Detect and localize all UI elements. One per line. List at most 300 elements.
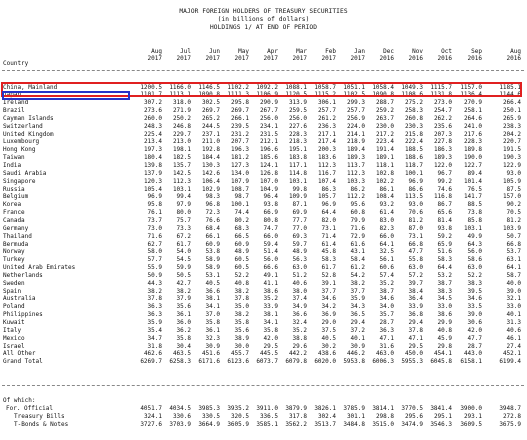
holding-value: 120.3 [143, 177, 162, 185]
holding-value: 1111.3 [227, 91, 249, 99]
country-name: Israel [3, 342, 25, 350]
holding-value: 107.4 [317, 177, 336, 185]
holding-value: 230.3 [404, 122, 423, 130]
holding-value: 137.9 [143, 169, 162, 177]
holding-value: 6045.8 [430, 358, 452, 366]
holding-value: 53.7 [506, 248, 521, 256]
holding-value: 39.1 [321, 279, 336, 287]
holding-value: 51.6 [437, 248, 452, 256]
holding-value: 195.1 [288, 146, 307, 154]
holding-value: 58.6 [467, 256, 482, 264]
holding-value: 256.0 [288, 114, 307, 122]
holding-value: 231.2 [230, 130, 249, 138]
column-header-month: Jun [209, 48, 220, 55]
holding-value: 57.7 [147, 256, 162, 264]
holding-value: 236.3 [317, 122, 336, 130]
column-header-month: Nov [412, 48, 423, 55]
holding-value: 189.3 [433, 154, 452, 162]
holding-value: 77.0 [292, 224, 307, 232]
holding-value: 72.3 [205, 209, 220, 217]
holding-value: 108.4 [375, 193, 394, 201]
footer-value: 324.1 [143, 412, 162, 420]
holding-value: 105.4 [143, 185, 162, 193]
holding-value: 34.6 [467, 295, 482, 303]
table-row [0, 162, 527, 170]
footer-value: 3935.2 [227, 405, 249, 412]
column-header-month: Aug [151, 48, 162, 55]
column-header-year: 2017 [234, 55, 249, 62]
holding-value: 93.8 [437, 224, 452, 232]
holding-value: 265.2 [201, 114, 220, 122]
holding-value: 438.6 [317, 350, 336, 358]
holding-value: 1092.2 [256, 83, 278, 91]
holding-value: 34.9 [292, 303, 307, 311]
holding-value: 215.8 [404, 130, 423, 138]
holding-value: 34.2 [321, 303, 336, 311]
holding-value: 59.4 [263, 240, 278, 248]
holding-value: 142.5 [172, 169, 191, 177]
footer-value: 317.8 [288, 412, 307, 420]
holding-value: 1115.7 [430, 83, 452, 91]
holding-value: 38.4 [408, 287, 423, 295]
holding-value: 188.6 [404, 154, 423, 162]
holding-value: 58.3 [321, 256, 336, 264]
holding-value: 57.2 [408, 271, 423, 279]
holding-value: 1102.2 [227, 83, 249, 91]
holding-value: 38.2 [234, 311, 249, 319]
country-name: Canada [3, 216, 25, 224]
country-name: Luxembourg [3, 138, 40, 146]
holding-value: 67.2 [176, 232, 191, 240]
holding-value: 82.0 [321, 216, 336, 224]
holding-value: 264.6 [463, 114, 482, 122]
column-header [309, 48, 336, 62]
column-header-year: 2016 [467, 55, 482, 62]
holding-value: 5955.3 [401, 358, 423, 366]
table-row [0, 295, 527, 303]
holding-value: 79.9 [350, 216, 365, 224]
holding-value: 59.7 [292, 240, 307, 248]
holding-value: 95.6 [350, 201, 365, 209]
holding-value: 318.0 [172, 99, 191, 107]
column-header-month: Mar [296, 48, 307, 55]
holding-value: 295.8 [230, 99, 249, 107]
holding-value: 6123.6 [227, 358, 249, 366]
holding-value: 266.4 [502, 99, 521, 107]
holding-value: 81.2 [506, 216, 521, 224]
holding-value: 37.2 [350, 326, 365, 334]
table-row [0, 241, 527, 249]
holding-value: 190.3 [502, 154, 521, 162]
holding-value: 72.9 [350, 232, 365, 240]
country-name: Ireland [3, 99, 29, 107]
holding-value: 76.1 [147, 209, 162, 217]
table-row [0, 280, 527, 288]
holding-value: 28.7 [467, 342, 482, 350]
holding-value: 46.1 [506, 334, 521, 342]
holding-value: 250.2 [172, 114, 191, 122]
holding-value: 231.5 [259, 130, 278, 138]
country-name: Philippines [3, 311, 43, 319]
holding-value: 39.0 [467, 311, 482, 319]
holding-value: 70.6 [408, 209, 423, 217]
holding-value: 86.2 [350, 185, 365, 193]
holding-value: 126.8 [259, 169, 278, 177]
holding-value: 51.2 [292, 271, 307, 279]
holding-value: 1090.8 [198, 91, 220, 99]
holding-value: 6079.8 [285, 358, 307, 366]
footer-value: 4034.5 [169, 405, 191, 412]
holding-value: 113.7 [346, 162, 365, 169]
holding-value: 31.3 [506, 319, 521, 326]
holding-value: 41.1 [263, 279, 278, 287]
holding-value: 103.1 [172, 185, 191, 193]
footer-value: 3785.9 [343, 405, 365, 412]
footer-value: 3703.9 [169, 420, 191, 428]
country-name: Switzerland [3, 122, 43, 130]
holding-value: 40.1 [506, 311, 521, 319]
country-name: Cayman Islands [3, 114, 54, 122]
holding-value: 36.2 [176, 326, 191, 334]
column-header-month: Oct [441, 48, 452, 55]
holding-value: 290.9 [259, 99, 278, 107]
holding-value: 87.5 [506, 185, 521, 193]
table-row [0, 115, 527, 123]
holding-value: 1115.2 [314, 91, 336, 99]
holding-value: 38.2 [176, 287, 191, 295]
footer-value: 330.6 [172, 412, 191, 420]
holding-value: 29.0 [321, 319, 336, 326]
holding-value: 36.3 [379, 326, 394, 334]
holding-value: 191.4 [375, 146, 394, 154]
holding-value: 229.7 [172, 130, 191, 138]
footer-value: 3814.1 [372, 405, 394, 412]
holding-value: 65.9 [437, 240, 452, 248]
holding-value: 37.9 [176, 295, 191, 303]
holding-value: 30.4 [176, 342, 191, 350]
holding-value: 33.9 [263, 303, 278, 311]
country-name: Korea [3, 201, 22, 209]
footer-row-label: T-Bonds & Notes [14, 420, 69, 428]
table-row [0, 209, 527, 217]
holding-value: 36.0 [176, 319, 191, 326]
country-name: France [3, 209, 25, 217]
table-row [0, 170, 527, 178]
holding-value: 6258.3 [169, 358, 191, 366]
holding-value: 34.5 [437, 295, 452, 303]
table-row [0, 193, 527, 201]
holding-value: 455.7 [230, 350, 249, 358]
holding-value: 35.2 [292, 326, 307, 334]
table-row [0, 335, 527, 343]
holding-value: 85.8 [467, 216, 482, 224]
header-divider [2, 70, 524, 71]
holding-value: 6073.7 [256, 358, 278, 366]
holding-value: 189.1 [375, 154, 394, 162]
holding-value: 50.5 [176, 271, 191, 279]
table-row [0, 248, 527, 256]
holding-value: 38.3 [437, 287, 452, 295]
holding-value: 60.8 [350, 209, 365, 217]
country-name: Japan [3, 91, 22, 99]
holding-value: 6020.0 [314, 358, 336, 366]
footer-value: 3605.9 [227, 420, 249, 428]
column-header [251, 48, 278, 62]
holding-value: 257.7 [346, 107, 365, 115]
holding-value: 35.4 [147, 326, 162, 334]
holding-value: 188.5 [404, 146, 423, 154]
table-row [0, 303, 527, 311]
holding-value: 260.8 [404, 114, 423, 122]
country-name: Kuwait [3, 319, 25, 326]
holding-value: 39.5 [467, 287, 482, 295]
column-header-year: 2017 [350, 55, 365, 62]
holding-value: 244.5 [201, 122, 220, 130]
holding-value: 1090.8 [372, 91, 394, 99]
holding-value: 71.6 [147, 232, 162, 240]
holding-value: 224.0 [346, 122, 365, 130]
holding-value: 462.6 [143, 350, 162, 358]
holding-value: 56.3 [292, 256, 307, 264]
holding-value: 76.6 [205, 216, 220, 224]
holding-value: 42.0 [263, 334, 278, 342]
holding-value: 263.7 [375, 114, 394, 122]
holding-value: 106.4 [201, 177, 220, 185]
holding-value: 74.7 [263, 224, 278, 232]
holding-value: 44.3 [147, 279, 162, 287]
country-name: Taiwan [3, 154, 25, 162]
holding-value: 35.2 [263, 295, 278, 303]
holding-value: 73.0 [147, 224, 162, 232]
holding-value: 6158.1 [460, 358, 482, 366]
holding-value: 54.2 [350, 271, 365, 279]
holding-value: 62.7 [147, 240, 162, 248]
holding-value: 102.9 [201, 185, 220, 193]
holding-value: 217.2 [375, 130, 394, 138]
holding-value: 306.1 [317, 99, 336, 107]
holding-value: 30.0 [234, 342, 249, 350]
holding-value: 1101.7 [140, 91, 162, 99]
table-row [0, 225, 527, 233]
country-name: Italy [3, 326, 22, 334]
country-name: Turkey [3, 256, 25, 264]
holding-value: 66.1 [205, 232, 220, 240]
holding-value: 63.0 [467, 264, 482, 272]
footer-value: 3513.7 [314, 420, 336, 428]
holding-value: 35.7 [379, 311, 394, 319]
holding-value: 63.1 [506, 256, 521, 264]
holding-value: 50.7 [506, 232, 521, 240]
holding-value: 196.6 [259, 146, 278, 154]
holding-value: 220.7 [502, 138, 521, 146]
holding-value: 66.6 [263, 264, 278, 272]
holding-value: 299.3 [346, 99, 365, 107]
holding-value: 107.0 [259, 177, 278, 185]
holding-value: 60.9 [234, 240, 249, 248]
holding-value: 307.2 [143, 99, 162, 107]
country-name: Thailand [3, 232, 32, 240]
column-header-month: May [238, 48, 249, 55]
column-header [193, 48, 220, 62]
holding-value: 213.0 [172, 138, 191, 146]
holding-value: 56.0 [467, 248, 482, 256]
table-row [0, 272, 527, 280]
column-header-year: 2016 [408, 55, 423, 62]
holding-value: 64.4 [321, 209, 336, 217]
table-row [0, 350, 527, 358]
holding-value: 190.0 [463, 154, 482, 162]
holding-value: 35.8 [205, 319, 220, 326]
column-header-month: Apr [267, 48, 278, 55]
holding-value: 66.0 [379, 232, 394, 240]
holding-value: 82.3 [379, 224, 394, 232]
column-header-month: Jan [354, 48, 365, 55]
holding-value: 218.9 [346, 138, 365, 146]
holding-value: 88.5 [467, 201, 482, 209]
holding-value: 93.0 [506, 169, 521, 177]
holding-value: 234.1 [259, 122, 278, 130]
holding-value: 47.7 [467, 334, 482, 342]
footer-value: 272.8 [502, 412, 521, 420]
holding-value: 73.1 [321, 224, 336, 232]
table-row [0, 217, 527, 225]
holding-value: 184.4 [201, 154, 220, 162]
holding-value: 74.6 [437, 185, 452, 193]
country-name: Netherlands [3, 271, 43, 279]
holding-value: 189.4 [346, 146, 365, 154]
table-row [0, 319, 527, 327]
holding-value: 38.2 [147, 287, 162, 295]
holding-value: 269.7 [230, 107, 249, 115]
column-header-year: 2017 [321, 55, 336, 62]
holding-value: 259.2 [375, 107, 394, 115]
column-header-month: Dec [383, 48, 394, 55]
footer-value: 302.4 [317, 412, 336, 420]
column-header-month: Sep [471, 48, 482, 55]
holding-value: 73.8 [467, 209, 482, 217]
holding-value: 37.0 [205, 311, 220, 319]
holding-value: 86.1 [379, 185, 394, 193]
holding-value: 189.3 [346, 154, 365, 162]
holding-value: 445.5 [259, 350, 278, 358]
holding-value: 61.2 [350, 264, 365, 272]
footer-value: 336.5 [259, 412, 278, 420]
holding-value: 38.3 [467, 279, 482, 287]
holding-value: 75.7 [176, 216, 191, 224]
holding-value: 36.3 [147, 311, 162, 319]
holding-value: 42.0 [467, 326, 482, 334]
holding-value: 71.6 [350, 224, 365, 232]
footer-value: 298.8 [375, 412, 394, 420]
footer-value: 3609.5 [460, 420, 482, 428]
holding-value: 108.7 [230, 185, 249, 193]
holding-value: 33.9 [408, 303, 423, 311]
column-header-year: 2017 [263, 55, 278, 62]
holding-value: 235.6 [433, 122, 452, 130]
holding-value: 93.8 [263, 201, 278, 209]
holding-value: 191.5 [502, 146, 521, 154]
column-header [494, 48, 521, 62]
holding-value: 100.1 [230, 201, 249, 209]
holding-value: 1131.8 [430, 91, 452, 99]
holding-value: 29.4 [408, 319, 423, 326]
holding-value: 69.3 [292, 232, 307, 240]
holding-value: 257.7 [317, 107, 336, 115]
table-row [0, 107, 527, 115]
holding-value: 267.7 [259, 107, 278, 115]
holding-value: 217.4 [317, 138, 336, 146]
holding-value: 1051.1 [343, 83, 365, 91]
holding-value: 112.3 [317, 162, 336, 169]
column-header [164, 48, 191, 62]
country-name: China, Mainland [3, 83, 58, 91]
holding-value: 89.4 [467, 169, 482, 177]
holding-value: 261.2 [317, 114, 336, 122]
holding-value: 37.5 [321, 326, 336, 334]
holding-value: 313.9 [288, 99, 307, 107]
holding-value: 64.3 [467, 240, 482, 248]
holding-value: 36.3 [147, 303, 162, 311]
country-name: Grand Total [3, 358, 43, 366]
holding-value: 207.3 [433, 130, 452, 138]
holding-value: 135.7 [172, 162, 191, 169]
table-row [0, 233, 527, 241]
holding-value: 35.8 [234, 319, 249, 326]
holding-value: 463.0 [375, 350, 394, 358]
holding-value: 59.9 [176, 264, 191, 272]
holding-value: 96.9 [408, 177, 423, 185]
holding-value: 40.1 [350, 334, 365, 342]
column-header-year: 2017 [176, 55, 191, 62]
holding-value: 98.7 [234, 193, 249, 201]
report-subtitle: (in billions of dollars) [217, 16, 310, 23]
holding-value: 265.9 [502, 114, 521, 122]
holding-value: 270.9 [463, 99, 482, 107]
holding-value: 238.3 [502, 122, 521, 130]
holding-value: 60.9 [205, 240, 220, 248]
column-header [367, 48, 394, 62]
holding-value: 35.0 [234, 303, 249, 311]
holding-value: 1106.9 [256, 91, 278, 99]
holding-value: 228.3 [288, 130, 307, 138]
holding-value: 35.2 [379, 279, 394, 287]
holding-value: 64.4 [437, 264, 452, 272]
holding-value: 288.7 [375, 99, 394, 107]
country-name: Spain [3, 287, 22, 295]
holding-value: 58.4 [350, 256, 365, 264]
footer-value: 3585.1 [256, 420, 278, 428]
country-name: Australia [3, 295, 36, 303]
country-name: Singapore [3, 177, 36, 185]
holding-value: 33.0 [506, 303, 521, 311]
holding-value: 43.1 [350, 248, 365, 256]
country-name: Germany [3, 224, 29, 232]
holding-value: 262.2 [433, 114, 452, 122]
holding-value: 99.8 [292, 185, 307, 193]
footer-value: 3562.2 [285, 420, 307, 428]
holding-value: 101.4 [463, 177, 482, 185]
holding-value: 214.1 [346, 130, 365, 138]
holding-value: 57.4 [379, 271, 394, 279]
holding-value: 36.8 [408, 311, 423, 319]
holding-value: 112.3 [346, 169, 365, 177]
holding-value: 96.9 [321, 201, 336, 209]
holding-value: 1144.6 [499, 91, 521, 99]
holding-value: 81.4 [437, 216, 452, 224]
holding-value: 189.8 [463, 146, 482, 154]
holding-value: 266.1 [230, 114, 249, 122]
holding-value: 1157.0 [460, 83, 482, 91]
